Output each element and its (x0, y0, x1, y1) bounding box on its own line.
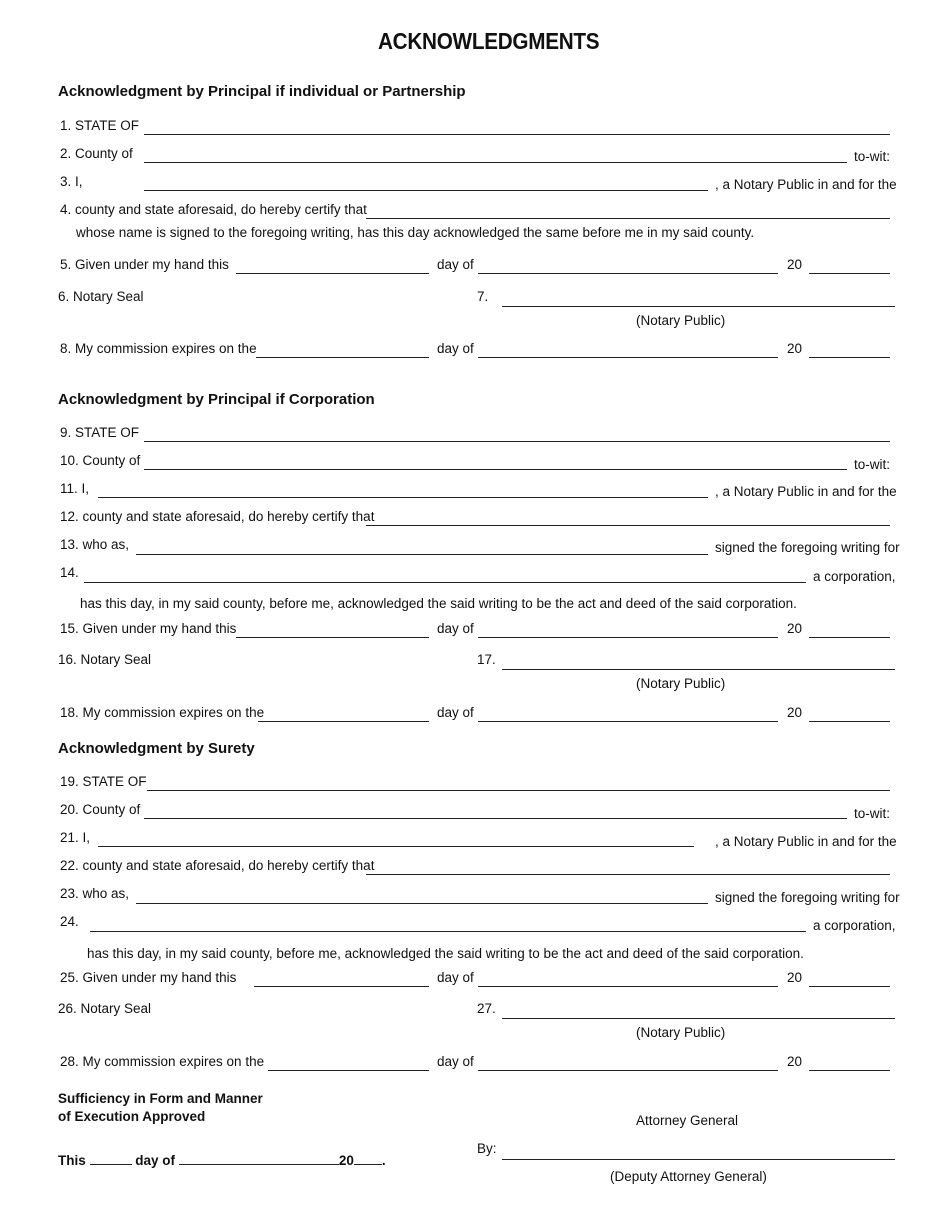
approval-date-row (58, 1152, 386, 1169)
surety-acknowledgment-text: has this day, in my said county, before me, acknowledged the said writing to be the act and deed of the said corporation. (87, 946, 804, 961)
expires-year-field[interactable] (809, 357, 890, 358)
line-19-label: 19. STATE OF (60, 774, 147, 789)
expires-day-field[interactable] (256, 357, 429, 358)
notary-seal-label: 16. Notary Seal (58, 652, 152, 667)
county-of-field[interactable] (144, 162, 847, 163)
section-heading-surety: Acknowledgment by Surety (58, 740, 255, 757)
to-wit-label: to-wit: (854, 149, 891, 164)
year-prefix-label: 20 (787, 621, 803, 636)
line-13-label: 13. who as, (60, 537, 130, 552)
expires-day-field[interactable] (268, 1070, 429, 1071)
line-1-label: 1. STATE OF (60, 118, 140, 133)
notary-name-field[interactable] (98, 497, 708, 498)
line-2-label: 2. County of (60, 146, 133, 161)
county-of-field[interactable] (144, 818, 847, 819)
to-wit-label: to-wit: (854, 457, 891, 472)
expires-month-field[interactable] (478, 1070, 778, 1071)
year-prefix-label: 20 (787, 257, 803, 272)
line-5-label: 5. Given under my hand this (60, 257, 229, 272)
given-day-field[interactable] (236, 273, 429, 274)
notary-public-label: , a Notary Public in and for the (715, 834, 897, 849)
line-17-label: 17. (477, 652, 496, 667)
period: . (381, 1153, 386, 1168)
notary-public-caption: (Notary Public) (636, 676, 726, 691)
title-as-field[interactable] (136, 903, 708, 904)
attorney-general-label: Attorney General (636, 1113, 739, 1128)
signed-for-label: signed the foregoing writing for (715, 540, 900, 555)
given-month-field[interactable] (478, 637, 778, 638)
day-of-label: day of (135, 1153, 176, 1168)
line-3-label: 3. I, (60, 174, 83, 189)
line-11-label: 11. I, (60, 481, 90, 496)
line-14-label: 14. (60, 565, 79, 580)
section-heading-individual: Acknowledgment by Principal if individual or Partnership (58, 83, 466, 100)
expires-month-field[interactable] (478, 357, 778, 358)
notary-seal-label: 26. Notary Seal (58, 1001, 152, 1016)
approval-heading-line-2: of Execution Approved (58, 1109, 206, 1124)
line-15-label: 15. Given under my hand this (60, 621, 237, 636)
year-prefix-label: 20 (787, 1054, 803, 1069)
notary-name-field[interactable] (98, 846, 694, 847)
state-of-field[interactable] (144, 134, 890, 135)
notary-public-caption: (Notary Public) (636, 1025, 726, 1040)
expires-year-field[interactable] (809, 1070, 890, 1071)
line-24-label: 24. (60, 914, 79, 929)
given-month-field[interactable] (478, 273, 778, 274)
approval-day-field[interactable] (90, 1152, 132, 1165)
line-23-label: 23. who as, (60, 886, 130, 901)
given-day-field[interactable] (254, 986, 429, 987)
notary-name-field[interactable] (144, 190, 708, 191)
notary-public-caption: (Notary Public) (636, 313, 726, 328)
day-of-label: day of (437, 621, 474, 636)
line-9-label: 9. STATE OF (60, 425, 140, 440)
state-of-field[interactable] (147, 790, 890, 791)
expires-month-field[interactable] (478, 721, 778, 722)
corporation-name-field[interactable] (90, 931, 806, 932)
to-wit-label: to-wit: (854, 806, 891, 821)
certify-name-field[interactable] (366, 218, 890, 219)
section-heading-corporation: Acknowledgment by Principal if Corporation (58, 391, 375, 408)
signed-for-label: signed the foregoing writing for (715, 890, 900, 905)
line-25-label: 25. Given under my hand this (60, 970, 237, 985)
deputy-attorney-general-caption: (Deputy Attorney General) (610, 1169, 767, 1184)
year-prefix-label: 20 (338, 1153, 354, 1168)
line-28-label: 28. My commission expires on the (60, 1054, 265, 1069)
by-label: By: (477, 1141, 497, 1156)
year-prefix-label: 20 (787, 341, 803, 356)
notary-signature-field[interactable] (502, 669, 895, 670)
corporation-label: a corporation, (813, 569, 896, 584)
line-22-label: 22. county and state aforesaid, do hereby certify that (60, 858, 375, 873)
state-of-field[interactable] (144, 441, 890, 442)
county-of-field[interactable] (144, 469, 847, 470)
approval-year-field[interactable] (354, 1152, 382, 1165)
notary-signature-field[interactable] (502, 1018, 895, 1019)
expires-day-field[interactable] (258, 721, 429, 722)
notary-public-label: , a Notary Public in and for the (715, 484, 897, 499)
line-21-label: 21. I, (60, 830, 91, 845)
given-year-field[interactable] (809, 273, 890, 274)
given-month-field[interactable] (478, 986, 778, 987)
approval-heading-line-1: Sufficiency in Form and Manner (58, 1091, 263, 1106)
title-as-field[interactable] (136, 554, 708, 555)
day-of-label: day of (437, 257, 474, 272)
given-year-field[interactable] (809, 986, 890, 987)
line-20-label: 20. County of (60, 802, 141, 817)
deputy-signature-field[interactable] (502, 1159, 895, 1160)
line-12-label: 12. county and state aforesaid, do hereby certify that (60, 509, 375, 524)
corporation-name-field[interactable] (84, 582, 806, 583)
certify-name-field[interactable] (366, 874, 890, 875)
given-year-field[interactable] (809, 637, 890, 638)
line-27-label: 27. (477, 1001, 496, 1016)
year-prefix-label: 20 (787, 970, 803, 985)
day-of-label: day of (437, 1054, 474, 1069)
line-10-label: 10. County of (60, 453, 141, 468)
year-prefix-label: 20 (787, 705, 803, 720)
corporation-label: a corporation, (813, 918, 896, 933)
line-4-label: 4. county and state aforesaid, do hereby certify that (60, 202, 367, 217)
corporation-acknowledgment-text: has this day, in my said county, before me, acknowledged the said writing to be the act and deed of the said corporation. (80, 596, 797, 611)
certify-name-field[interactable] (366, 525, 890, 526)
day-of-label: day of (437, 705, 474, 720)
expires-year-field[interactable] (809, 721, 890, 722)
approval-month-field[interactable] (179, 1152, 339, 1165)
day-of-label: day of (437, 341, 474, 356)
notary-signature-field[interactable] (502, 306, 895, 307)
acknowledgment-text: whose name is signed to the foregoing writing, has this day acknowledged the same before me in my said county. (76, 225, 755, 240)
notary-public-label: , a Notary Public in and for the (715, 177, 897, 192)
line-8-label: 8. My commission expires on the (60, 341, 257, 356)
day-of-label: day of (437, 970, 474, 985)
page-title: ACKNOWLEDGMENTS (378, 28, 600, 54)
line-7-label: 7. (477, 289, 489, 304)
this-label: This (58, 1153, 86, 1168)
notary-seal-label: 6. Notary Seal (58, 289, 144, 304)
line-18-label: 18. My commission expires on the (60, 705, 265, 720)
given-day-field[interactable] (236, 637, 429, 638)
